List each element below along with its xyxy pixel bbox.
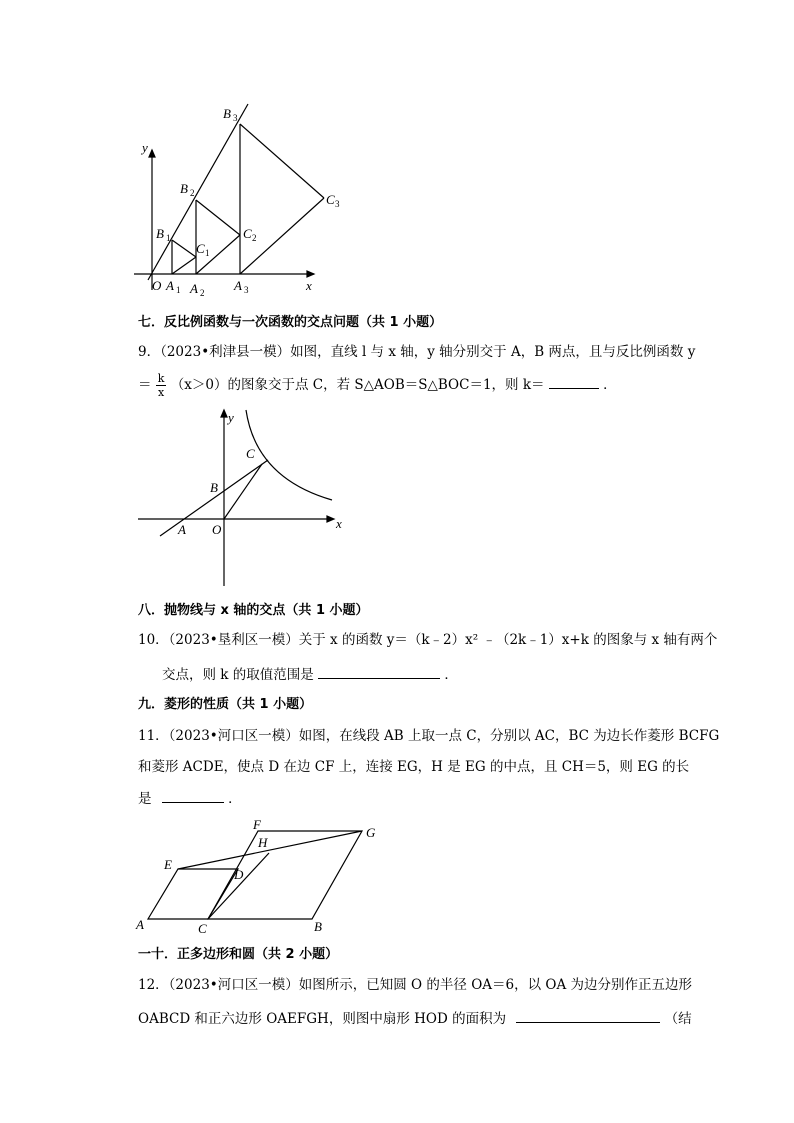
svg-text:G: G [366,825,376,840]
q11-line2: 和菱形 ACDE，使点 D 在边 CF 上，连接 EG，H 是 EG 的中点，且 CH＝5，则 EG 的长 [138,759,690,775]
section-10-heading: 一十．正多边形和圆（共 2 小题） [138,947,339,962]
staircase-triangles-figure [130,100,370,300]
svg-text:O: O [212,522,222,537]
svg-text:C: C [198,921,207,936]
svg-text:2: 2 [200,288,205,298]
fig8-x-label: x [306,278,312,293]
hyperbola-figure [136,408,346,588]
segment-ch [208,853,269,919]
q9-fraction [156,372,167,399]
svg-text:B: B [314,919,322,934]
svg-text:x: x [336,516,342,531]
hyperbola-curve [246,410,332,500]
svg-text:1: 1 [166,233,171,243]
q9-line1: 9．（2023•利津县一模）如图，直线 l 与 x 轴，y 轴分别交于 A，B 两点，且与反比例函数 y [138,344,696,360]
fig8-c3-label: C [326,192,335,207]
q11-line3: 是 ． [138,788,242,809]
svg-text:F: F [253,817,261,832]
x-axis-arrow [307,271,314,277]
q12-answer-blank[interactable] [516,1008,660,1023]
q9-frac-den: x [158,386,165,399]
fig8-y-label: y [142,140,148,155]
q10-line1: 10．（2023•垦利区一模）关于 x 的函数 y＝（k﹣2）x² ﹣（2k﹣1）x+k 的图象与 x 轴有两个 [138,632,718,648]
q10-answer-blank[interactable] [318,664,440,679]
fig8-b3-label: B [223,106,231,121]
rhombus-figure [134,815,384,937]
q9-frac-num: k [157,372,165,385]
y-axis-arrow [149,150,155,157]
fig8-a3-label: A [234,278,242,293]
q11-answer-blank[interactable] [162,788,224,803]
svg-text:2: 2 [190,188,195,198]
svg-text:y: y [228,410,234,425]
fig8-o-label: O [152,278,162,293]
segment-eg [178,831,362,869]
svg-text:H: H [258,835,268,850]
q9-line2-text: （x＞0）的图象交于点 C，若 S△AOB＝S△BOC＝1，则 k＝ [170,377,545,393]
rhombus-acde [148,869,238,919]
segment-oc [224,464,262,519]
svg-text:3: 3 [335,199,340,209]
fig8-b2-label: B [180,181,188,196]
fig8-c2-label: C [243,226,252,241]
q9-answer-blank[interactable] [549,374,599,389]
fig8-c1-label: C [196,241,205,256]
q10-line2: 交点，则 k 的取值范围是 ． [162,664,458,685]
svg-text:3: 3 [244,285,249,295]
svg-text:B: B [210,480,218,495]
q12-line2: OABCD 和正六边形 OAEFGH，则图中扇形 HOD 的面积为 （结 [138,1008,692,1029]
q12-line1: 12．（2023•河口区一模）如图所示，已知圆 O 的半径 OA＝6，以 OA 为边分别作正五边形 [138,977,692,993]
svg-text:1: 1 [205,248,210,258]
section-8-heading: 八．抛物线与 x 轴的交点（共 1 小题） [138,603,369,618]
q9-line2: ＝ $\frac{k}{x}$ （x＞0）的图象交于点 C，若 S△AOB＝S△BOC＝1，则 k＝ ． [138,372,617,399]
fig8-a1-label: A [166,278,174,293]
svg-text:C: C [246,446,255,461]
fig8-a2-label: A [190,281,198,296]
fig8-b1-label: B [156,226,164,241]
section-7-heading: 七．反比例函数与一次函数的交点问题（共 1 小题） [138,315,443,330]
rhombus-bcfg [208,831,362,919]
q11-line1: 11．（2023•河口区一模）如图，在线段 AB 上取一点 C，分别以 AC，BC 为边长作菱形 BCFG [138,728,720,744]
section-9-heading: 九．菱形的性质（共 1 小题） [138,697,313,712]
svg-text:1: 1 [176,285,181,295]
svg-text:D: D [234,867,244,882]
svg-text:A: A [178,522,186,537]
svg-text:E: E [164,857,172,872]
q9-equals: ＝ [138,377,152,393]
svg-text:2: 2 [252,233,257,243]
svg-text:A: A [136,917,144,932]
svg-text:3: 3 [233,113,238,123]
